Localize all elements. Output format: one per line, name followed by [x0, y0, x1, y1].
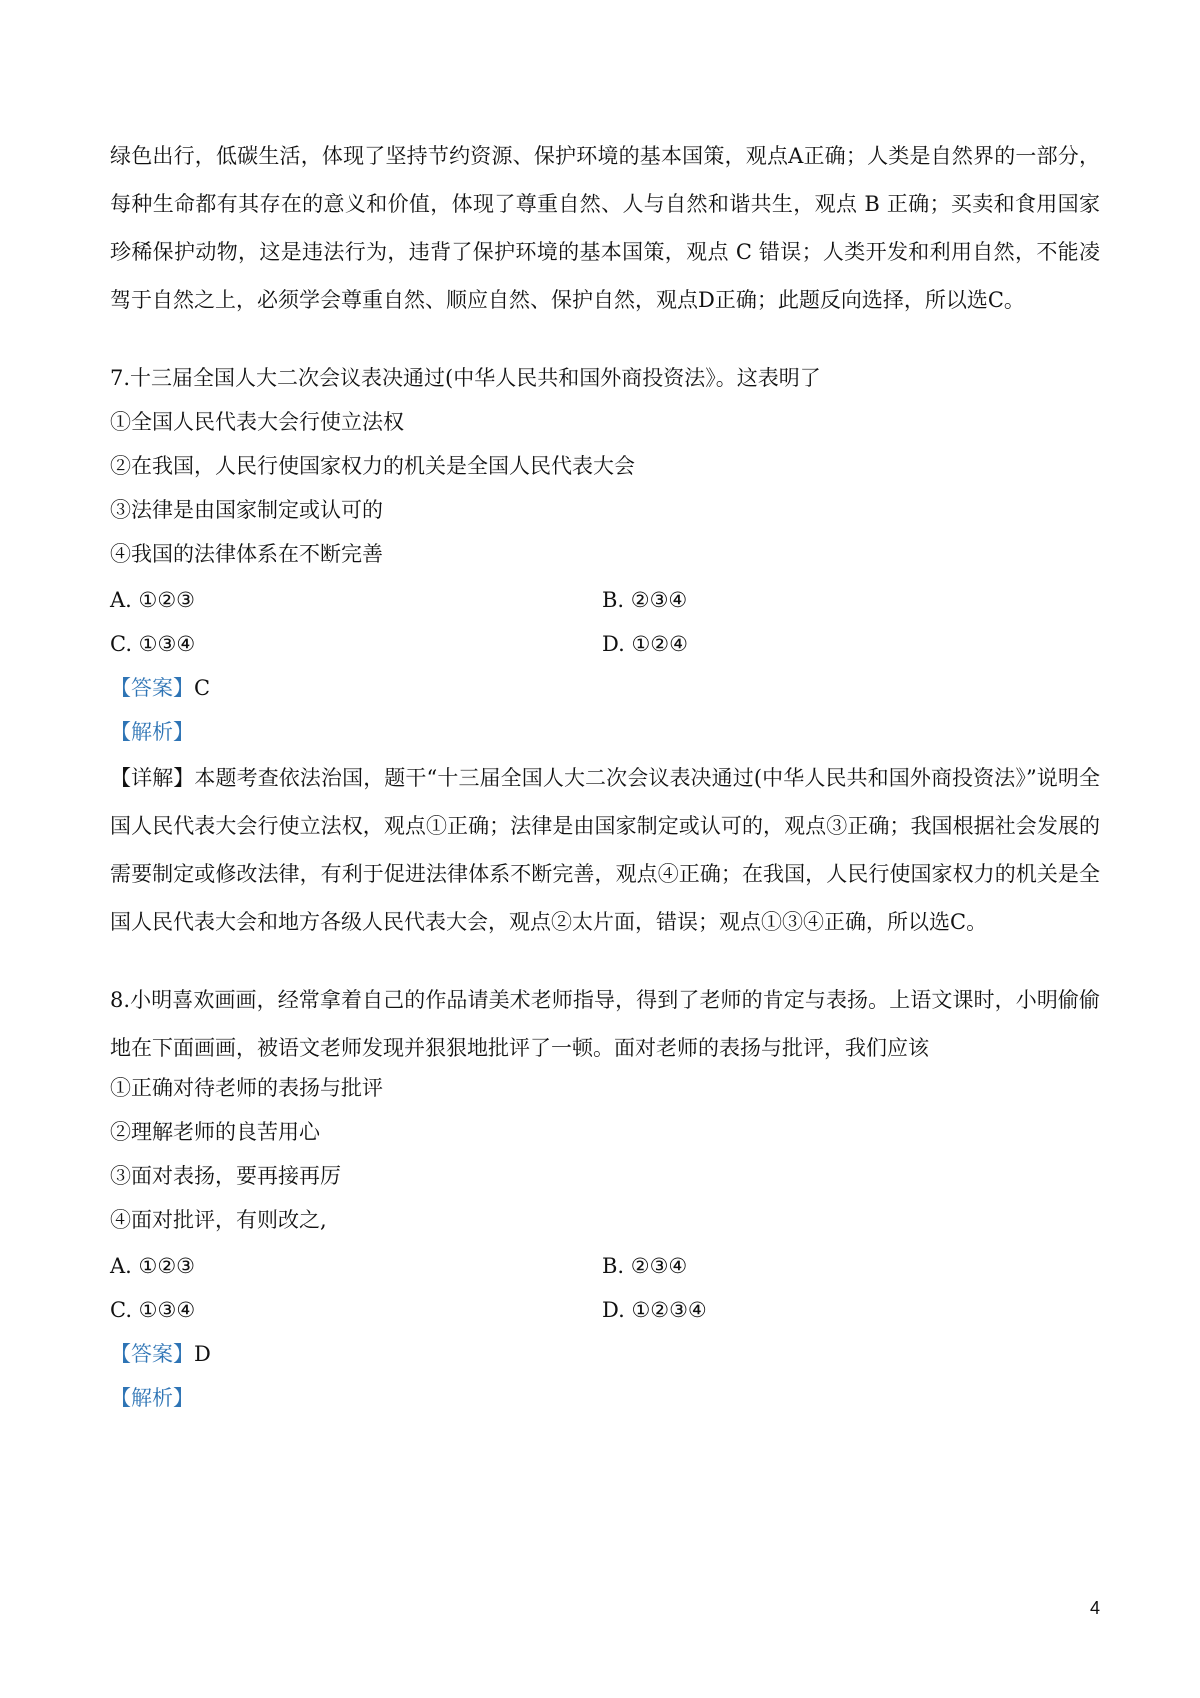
q7-answer	[110, 664, 1100, 712]
q8-statement-3: ③面对表扬，要再接再厉	[110, 1164, 341, 1188]
q8-analysis	[110, 1374, 1100, 1422]
q8-statement-1: ①正确对待老师的表扬与批评	[110, 1076, 383, 1100]
q8-option-c: C. ①③④	[110, 1298, 196, 1322]
q8-statement-4: ④面对批评，有则改之,	[110, 1208, 327, 1232]
q7-option-d: D. ①②④	[602, 632, 688, 656]
q7-statement-2: ②在我国，人民行使国家权力的机关是全国人民代表大会	[110, 454, 635, 478]
q8-option-b: B. ②③④	[602, 1254, 688, 1278]
q7-analysis-tag: 【解析】	[110, 720, 194, 744]
q8-stem: 8.小明喜欢画画，经常拿着自己的作品请美术老师指导，得到了老师的肯定与表扬。上语文课时，小明偷偷地在下面画画，被语文老师发现并狠狠地批评了一顿。面对老师的表扬与批评，我们应该	[110, 988, 1100, 1060]
q7-stem: 7.十三届全国人大二次会议表决通过(中华人民共和国外商投资法》。这表明了	[110, 366, 821, 390]
q8-answer	[110, 1330, 1100, 1378]
q7-statement-1: ①全国人民代表大会行使立法权	[110, 410, 404, 434]
q7-answer-tag: 【答案】	[110, 676, 194, 700]
q7-statement-3: ③法律是由国家制定或认可的	[110, 498, 383, 522]
q8-statement-2: ②理解老师的良苦用心	[110, 1120, 320, 1144]
q8-option-d: D. ①②③④	[602, 1298, 707, 1322]
q8-answer-tag: 【答案】	[110, 1342, 194, 1366]
previous-explanation: 绿色出行，低碳生活，体现了坚持节约资源、保护环境的基本国策，观点A正确；人类是自然界的一部分，每种生命都有其存在的意义和价值，体现了尊重自然、人与自然和谐共生，观点 B 正确；买卖和食用国家珍稀保护动物，这是违法行为，违背了保护环境的基本国策，观点 C 错误；人类开发和利用自然，不能凌驾于自然之上，必须学会尊重自然、顺应自然、保护自然，观点D正确；此题反向选择，所以选C。	[110, 144, 1100, 312]
q7-statement-4: ④我国的法律体系在不断完善	[110, 542, 383, 566]
q7-detail-tag: 【详解】	[110, 766, 195, 790]
page-number: 4	[1089, 1598, 1100, 1618]
q7-option-a: A. ①②③	[110, 588, 195, 612]
q7-detail-text: 本题考查依法治国，题干“十三届全国人大二次会议表决通过(中华人民共和国外商投资法》”说明全国人民代表大会行使立法权，观点①正确；法律是由国家制定或认可的，观点③正确；我国根据社会发展的需要制定或修改法律，有利于促进法律体系不断完善，观点④正确；在我国，人民行使国家权力的机关是全国人民代表大会和地方各级人民代表大会，观点②太片面，错误；观点①③④正确，所以选C。	[110, 766, 1100, 934]
q8-answer-value: D	[194, 1342, 211, 1366]
q7-option-b: B. ②③④	[602, 588, 688, 612]
q7-analysis	[110, 708, 1100, 756]
q7-answer-value: C	[194, 676, 211, 700]
q8-option-a: A. ①②③	[110, 1254, 195, 1278]
q8-analysis-tag: 【解析】	[110, 1386, 194, 1410]
q7-detail	[110, 754, 1100, 946]
q7-option-c: C. ①③④	[110, 632, 196, 656]
